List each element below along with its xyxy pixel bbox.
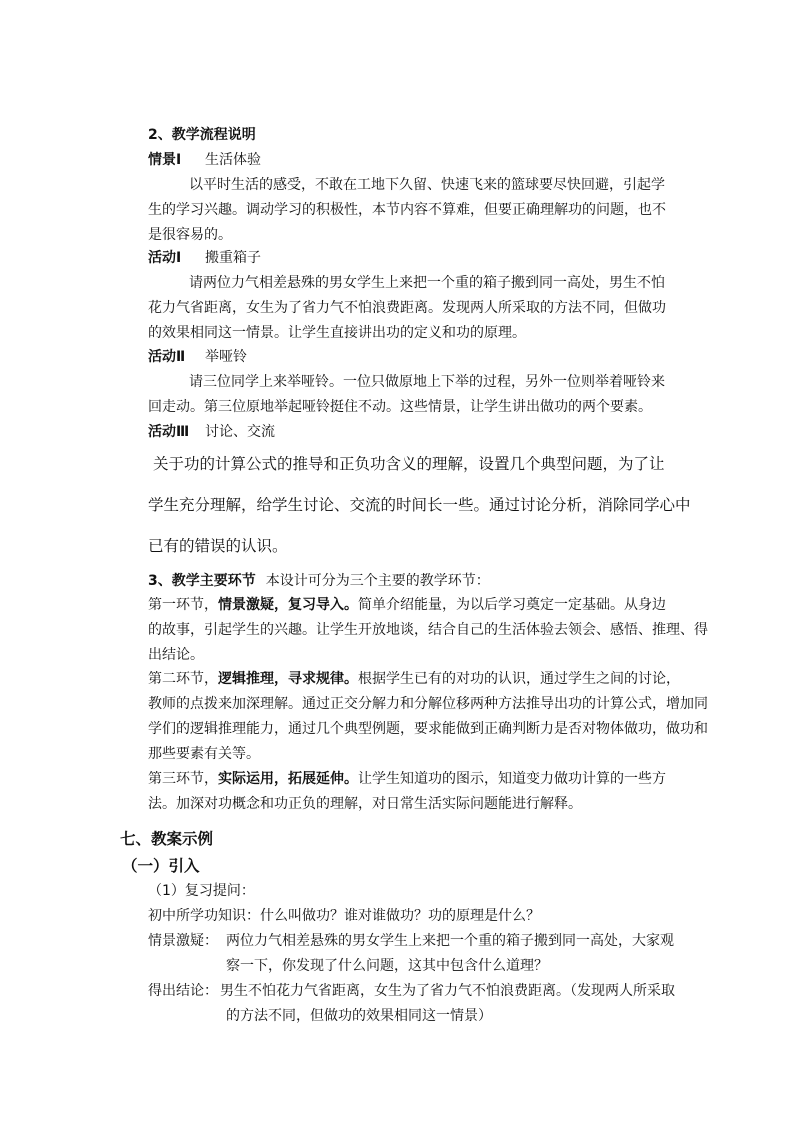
scene-line: 察一下，你发现了什么问题，这其中包含什么道理？ — [226, 958, 548, 974]
step2-line: 教师的点拨来加深理解。通过正交分解力和分解位移两种方法推导出功的计算公式，增加同 — [148, 696, 708, 712]
item-review-questions: （1）复习提问： — [148, 883, 255, 899]
activity3-line: 已有的错误的认识。 — [148, 537, 288, 555]
review-question: 初中所学功知识：什么叫做功？谁对谁做功？功的原理是什么？ — [148, 908, 540, 924]
scene-label: 情景激疑： — [148, 933, 218, 949]
step2-bold: 逻辑推理，寻求规律。 — [218, 671, 358, 687]
step3-rest: 让学生知道功的图示，知道变力做功计算的一些方 — [358, 771, 666, 787]
activity1-line: 请两位力气相差悬殊的男女学生上来把一个重的箱子搬到同一高处，男生不怕 — [189, 275, 665, 291]
activity2-title: 举哑铃 — [205, 349, 247, 365]
step2-first-line — [148, 671, 680, 687]
activity2-line: 回走动。第三位原地举起哑铃挺住不动。这些情景，让学生讲出做功的两个要素。 — [148, 399, 652, 415]
step1-bold: 情景激疑，复习导入。 — [218, 597, 358, 613]
scene1-label: 情景Ⅰ — [148, 152, 182, 168]
subsection-intro: （一）引入 — [122, 857, 200, 875]
step2-prefix: 第二环节， — [148, 671, 218, 687]
scene-line: 两位力气相差悬殊的男女学生上来把一个重的箱子搬到同一高处，大家观 — [226, 933, 674, 949]
scene1-title: 生活体验 — [205, 152, 261, 168]
conclusion-label: 得出结论： — [148, 983, 218, 999]
activity2-line: 请三位同学上来举哑铃。一位只做原地上下举的过程，另外一位则举着哑铃来 — [189, 374, 665, 390]
activity1-label: 活动Ⅰ — [148, 250, 182, 266]
section-heading-teaching-flow: 2、教学流程说明 — [148, 127, 256, 143]
scene1-line: 生的学习兴趣。调动学习的积极性，本节内容不算难，但要正确理解功的问题，也不 — [148, 202, 666, 218]
activity3-title: 讨论、交流 — [205, 424, 275, 440]
step2-rest: 根据学生已有的对功的认识，通过学生之间的讨论， — [358, 671, 680, 687]
activity3-line: 学生充分理解，给学生讨论、交流的时间长一些。通过讨论分析，消除同学心中 — [148, 496, 691, 514]
activity3-line: 关于功的计算公式的推导和正负功含义的理解，设置几个典型问题，为了让 — [153, 455, 665, 473]
activity1-title: 搬重箱子 — [205, 250, 261, 266]
step3-line: 法。加深对功概念和功正负的理解，对日常生活实际问题能进行解释。 — [148, 796, 582, 812]
step2-line: 学们的逻辑推理能力，通过几个典型例题，要求能做到正确判断力是否对物体做功，做功和 — [148, 721, 708, 737]
conclusion-line: 男生不怕花力气省距离，女生为了省力气不怕浪费距离。（发现两人所采取 — [220, 983, 675, 999]
section-heading-main-steps: 3、教学主要环节 — [148, 573, 256, 589]
activity1-line: 的效果相同这一情景。让学生直接讲出功的定义和功的原理。 — [148, 325, 526, 341]
section-heading-main-steps-row — [148, 573, 490, 589]
step3-first-line — [148, 771, 666, 787]
step1-prefix: 第一环节， — [148, 597, 218, 613]
activity3-label: 活动Ⅲ — [148, 424, 190, 440]
scene1-line: 是很容易的。 — [148, 227, 232, 243]
activity1-line: 花力气省距离，女生为了省力气不怕浪费距离。发现两人所采取的方法不同，但做功 — [148, 300, 666, 316]
step1-first-line — [148, 597, 666, 613]
step1-line: 出结论。 — [148, 647, 204, 663]
activity2-label: 活动Ⅱ — [148, 349, 186, 365]
conclusion-line: 的方法不同，但做功的效果相同这一情景） — [226, 1008, 492, 1024]
step3-prefix: 第三环节， — [148, 771, 218, 787]
section-heading-lesson-example: 七、教案示例 — [120, 830, 214, 848]
section3-intro: 本设计可分为三个主要的教学环节： — [265, 573, 490, 589]
step1-line: 的故事，引起学生的兴趣。让学生开放地谈，结合自己的生活体验去领会、感悟、推理、得 — [148, 622, 708, 638]
step3-bold: 实际运用，拓展延伸。 — [218, 771, 358, 787]
scene1-line: 以平时生活的感受，不敢在工地下久留、快速飞来的篮球要尽快回避，引起学 — [189, 177, 665, 193]
step1-rest: 简单介绍能量，为以后学习奠定一定基础。从身边 — [358, 597, 666, 613]
step2-line: 那些要素有关等。 — [148, 746, 260, 762]
